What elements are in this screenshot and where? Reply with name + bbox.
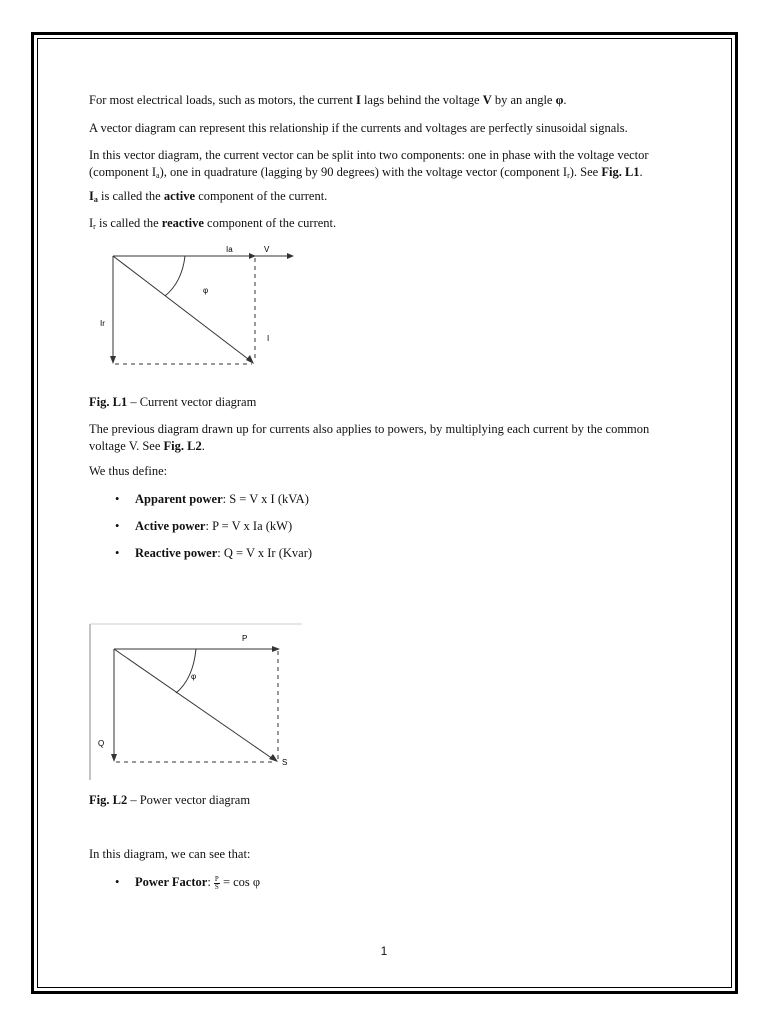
- phi-arc: [176, 649, 196, 693]
- q-arrowhead: [111, 754, 117, 762]
- label-ir: Ir: [100, 319, 105, 328]
- bullet-active-power: • Active power: P = V x Ia (kW): [115, 519, 293, 533]
- label-v: V: [264, 245, 270, 254]
- phi-arc: [165, 256, 185, 296]
- paragraph-vector-diagram: A vector diagram can represent this relationship if the currents and voltages are perfectly sinusoidal signals.: [89, 121, 628, 135]
- ir-arrowhead: [110, 356, 116, 364]
- current-vector-i: [113, 256, 252, 362]
- figure-l1-current-vector-diagram: [90, 240, 300, 370]
- page-number: 1: [380, 944, 388, 958]
- current-arrowhead: [246, 355, 254, 364]
- label-q: Q: [98, 739, 105, 748]
- label-i: I: [267, 334, 270, 343]
- s-arrowhead: [269, 754, 278, 762]
- bullet-apparent-power: • Apparent power: S = V x I (kVA): [115, 492, 309, 506]
- paragraph-define: We thus define:: [89, 464, 168, 478]
- s-vector: [114, 649, 273, 759]
- figure-l2-caption: Fig. L2 – Power vector diagram: [89, 793, 251, 807]
- label-phi: φ: [191, 672, 197, 681]
- paragraph-active-component: $I_a$ is called the active component of the current.: [89, 189, 328, 204]
- label-p: P: [242, 634, 248, 643]
- bullet-reactive-power: • Reactive power: Q = V x Ir (Kvar): [115, 546, 313, 560]
- label-s: S: [282, 758, 288, 767]
- paragraph-powers: The previous diagram drawn up for currents also applies to powers, by multiplying each current by the common voltage V. See Fig. L2.: [89, 422, 650, 453]
- label-ia: Ia: [226, 245, 233, 254]
- paragraph-components: In this vector diagram, the current vector can be split into two components: one in phase with the voltage vector (component $I_a$), one in quadrature (lagging by 90 degrees) with the voltage vector (component $I_r$). See Fig. L1.: [89, 148, 649, 180]
- fraction-p-over-s: $\frac{P}{S}$: [214, 874, 219, 891]
- paragraph-reactive-component: $I_r$ is called the reactive component of the current.: [89, 216, 337, 231]
- paragraph-conclusion: In this diagram, we can see that:: [89, 847, 251, 861]
- figure-l2-power-vector-diagram: [88, 622, 304, 782]
- p-arrowhead: [272, 646, 280, 652]
- figure-l1-caption: Fig. L1 – Current vector diagram: [89, 395, 257, 409]
- bullet-power-factor: • Power Factor: $\frac{P}{S}$ = cos φ: [115, 874, 261, 891]
- paragraph-intro: For most electrical loads, such as motors, the current I lags behind the voltage V by an angle φ.: [89, 93, 567, 107]
- voltage-arrowhead: [287, 253, 294, 259]
- label-phi: φ: [203, 286, 209, 295]
